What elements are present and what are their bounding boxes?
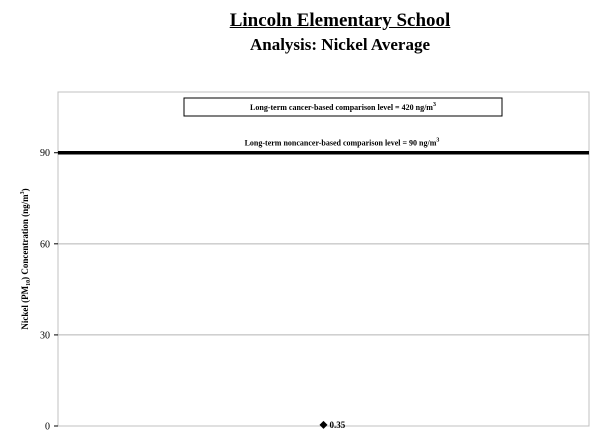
y-tick-label-30: 30 (40, 330, 50, 342)
y-tick-label-60: 60 (40, 239, 50, 251)
y-axis-label: Nickel $(PM_{10})$ Concentration $(ng/m^3)$ (20, 188, 32, 330)
y-tick-label-90: 90 (40, 148, 50, 160)
chart-subtitle: Analysis: Nickel Average (249, 35, 431, 54)
cancer-comparison-label: Long-term cancer-based comparison level = 420 $ng/m^3$ (250, 102, 436, 112)
chart-title: Lincoln Elementary School (229, 10, 451, 31)
noncancer-reference-label: Long-term noncancer-based comparison level = 90 $ng/m^3$ (244, 137, 440, 148)
data-label-0: 0.35 (329, 419, 346, 430)
grid-lines (58, 153, 589, 335)
data-points (320, 420, 346, 430)
y-axis-ticks (40, 148, 58, 432)
data-point-0 (320, 421, 328, 429)
y-tick-label-0: 0 (45, 421, 50, 433)
